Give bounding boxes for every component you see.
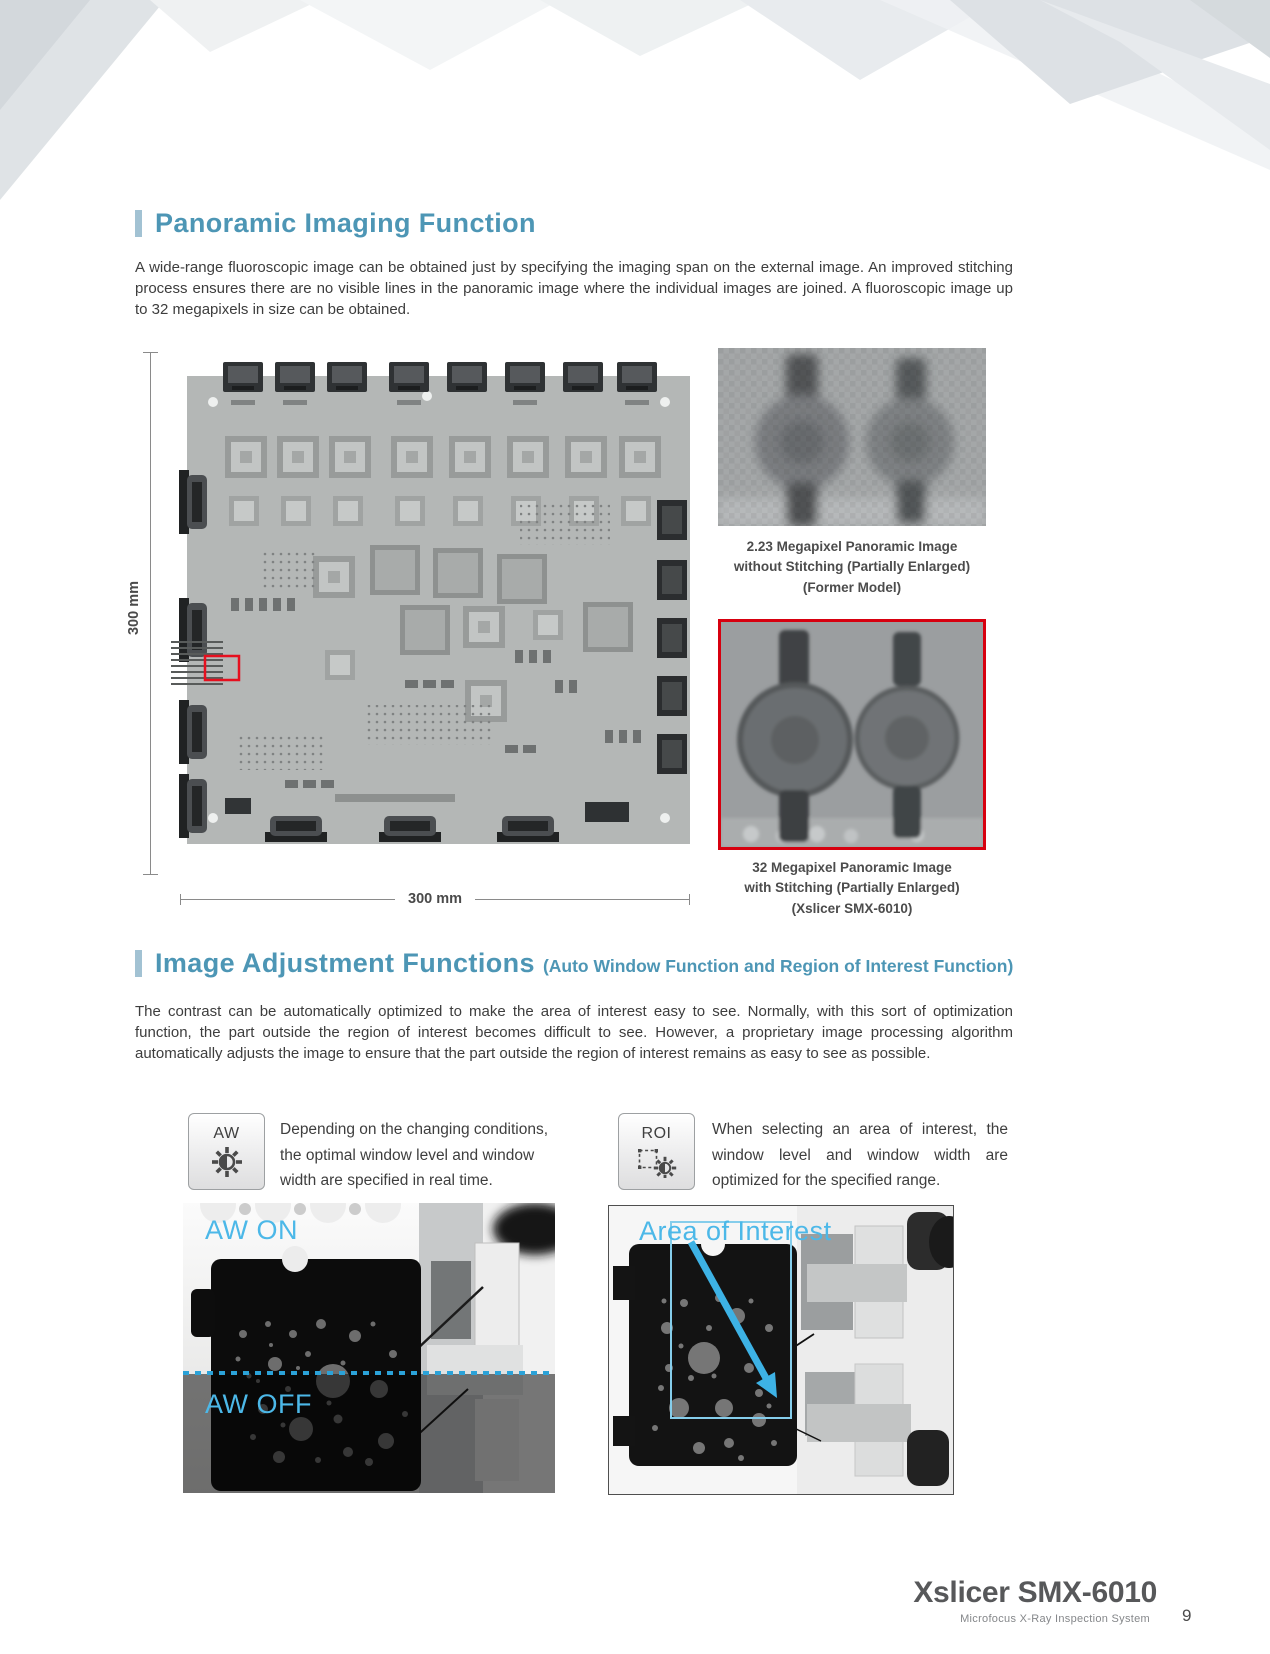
- caption-line: without Stitching (Partially Enlarged): [733, 559, 971, 575]
- stitched-model-enlarged-image: [718, 619, 986, 850]
- section-adjustment-body: The contrast can be automatically optimized to make the area of interest easy to see. Normally, with this sort of optimization function, the part outside the region of interest becomes difficult to see. However, a proprietary image processing algorithm automatically adjusts the image to ensure that the part outside the region of interest remains as easy to see as possible.: [135, 1003, 1013, 1062]
- heading-accent-bar: [135, 950, 142, 977]
- caption-line: 2.23 Megapixel Panoramic Image: [746, 539, 958, 554]
- aw-button-label: AW: [213, 1125, 240, 1142]
- area-of-interest-label: Area of Interest: [639, 1216, 832, 1246]
- section-panoramic-heading: [135, 208, 536, 239]
- aw-description: Depending on the changing conditions, the optimal window level and window width are specified in real time.: [280, 1121, 549, 1190]
- former-model-enlarged-image: [718, 348, 986, 526]
- horizontal-dimension-line: [180, 891, 690, 907]
- caption-stitched-model: [690, 858, 1014, 919]
- section-panoramic-title: Panoramic Imaging Function: [155, 208, 536, 238]
- section-adjustment-heading: [135, 948, 1013, 979]
- horizontal-dimension-label: 300 mm: [408, 891, 463, 907]
- aw-off-label: AW OFF: [205, 1389, 312, 1419]
- roi-button: [618, 1113, 695, 1190]
- aw-divider-dotted-line: [183, 1371, 555, 1375]
- section-adjustment-subtitle: (Auto Window Function and Region of Interest Function): [542, 956, 1014, 976]
- caption-line: (Former Model): [802, 579, 902, 595]
- footer-tagline: Microfocus X-Ray Inspection System: [960, 1613, 1150, 1625]
- page-number: 9: [1182, 1606, 1192, 1625]
- vertical-dimension-label: 300 mm: [126, 581, 142, 636]
- heading-accent-bar: [135, 210, 142, 237]
- caption-line: (Xslicer SMX-6010): [791, 900, 913, 916]
- caption-line: with Stitching (Partially Enlarged): [744, 880, 960, 896]
- aw-button: [188, 1113, 265, 1190]
- pcb-panoramic-image: [165, 350, 690, 870]
- vertical-dimension-line: [143, 352, 158, 875]
- aw-on-label: AW ON: [205, 1215, 298, 1245]
- footer-product-name: Xslicer SMX-6010: [913, 1576, 1157, 1609]
- section-panoramic-body: A wide-range fluoroscopic image can be obtained just by specifying the imaging span on the external image. An improved stitching process ensures there are no visible lines in the panoramic image where the individual images are joined. A fluoroscopic image up to 32 megapixels in size can be obtained.: [135, 259, 1013, 318]
- sun-half-icon: [210, 1146, 244, 1178]
- caption-line: 32 Megapixel Panoramic Image: [752, 860, 952, 875]
- section-adjustment-title: Image Adjustment Functions: [155, 948, 535, 978]
- roi-button-label: ROI: [641, 1125, 672, 1142]
- aw-comparison-image: [183, 1203, 555, 1493]
- caption-former-model: [690, 537, 1014, 598]
- area-of-interest-image: [608, 1205, 954, 1495]
- top-decoration: [0, 0, 1270, 220]
- roi-description: When selecting an area of interest, the window level and window width are optimized for the specified range.: [712, 1121, 1008, 1190]
- roi-region-sun-icon: [637, 1146, 677, 1178]
